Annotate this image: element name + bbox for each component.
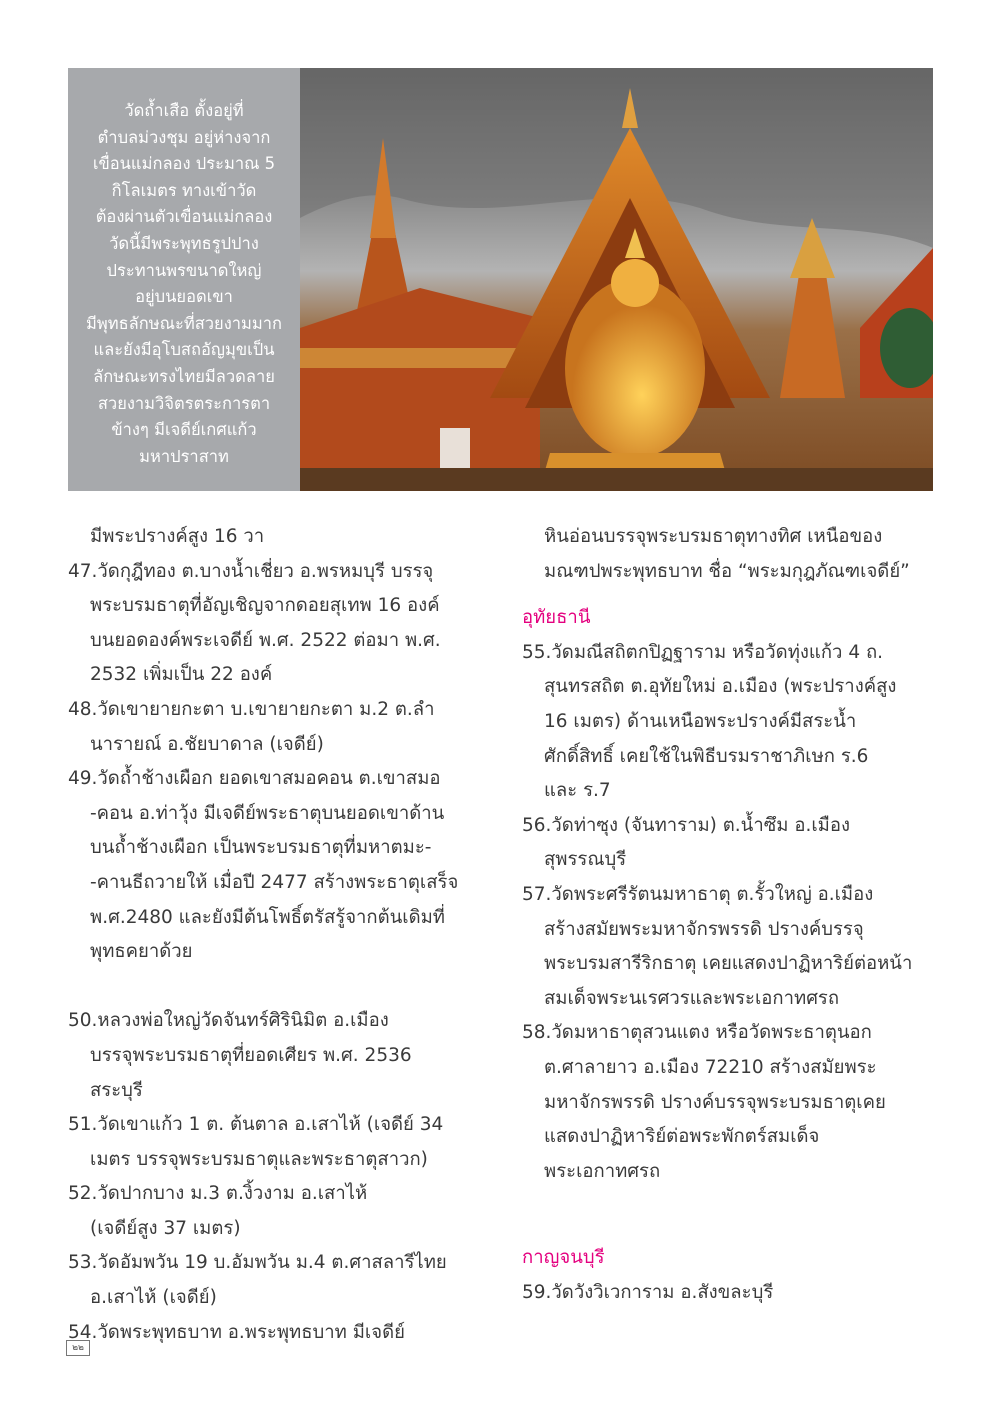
caption-line: ต้องผ่านตัวเขื่อนแม่กลอง: [95, 207, 273, 227]
list-item-line: สุนทรสถิต ต.อุทัยใหม่ อ.เมือง (พระปรางค์สูง: [544, 676, 897, 698]
list-item: [522, 809, 942, 878]
list-item: [68, 555, 478, 693]
list-item-line: ศักดิ์สิทธิ์ เคยใช้ในพิธีบรมราชาภิเษก ร.6: [544, 745, 869, 767]
list-item-first-line: 47.วัดกุฎีทอง ต.บางน้ำเชี่ยว อ.พรหมบุรี บรรจุ: [68, 560, 434, 582]
caption-line: วัดถ้ำเสือ ตั้งอยู่ที่: [124, 101, 244, 120]
list-item-first-line: 49.วัดถ้ำช้างเผือก ยอดเขาสมอคอน ต.เขาสมอ: [68, 768, 441, 790]
list-item: [68, 1177, 478, 1246]
list-item-continuation: มีพระปรางค์สูง 16 วา: [90, 526, 265, 547]
section-gap: [522, 1189, 942, 1229]
province-heading-kanchanaburi: กาญจนบุรี: [522, 1247, 605, 1269]
list-item-continuation: มณฑปพระพุทธบาท ชื่อ “พระมกุฎภัณฑเจดีย์”: [544, 560, 910, 582]
temple-photo: [300, 68, 933, 491]
list-item-line: ต.ศาลายาว อ.เมือง 72210 สร้างสมัยพระ: [544, 1056, 877, 1078]
caption-line: มีพุทธลักษณะที่สวยงามมาก: [85, 313, 283, 333]
list-item-first-line: 58.วัดมหาธาตุสวนแตง หรือวัดพระธาตุนอก: [522, 1022, 872, 1044]
list-item-line: บรรจุพระบรมธาตุที่ยอดเศียร พ.ศ. 2536: [90, 1044, 412, 1066]
list-item-continuation: หินอ่อนบรรจุพระบรมธาตุทางทิศ เหนือของ: [544, 526, 883, 547]
list-item-first-line: 51.วัดเขาแก้ว 1 ต. ต้นตาล อ.เสาไห้ (เจดีย์ 34: [68, 1114, 444, 1136]
list-item-line: 16 เมตร) ด้านเหนือพระปรางค์มีสระน้ำ: [544, 710, 857, 732]
caption-line: กิโลเมตร ทางเข้าวัด: [111, 180, 257, 200]
list-item-line: พุทธคยาด้วย: [90, 941, 193, 963]
temple-illustration: [300, 68, 933, 491]
list-item-line: สร้างสมัยพระมหาจักรพรรดิ ปรางค์บรรจุ: [544, 918, 864, 940]
list-item: [68, 1108, 478, 1177]
list-item-line: นารายณ์ อ.ชัยบาดาล (เจดีย์): [90, 733, 324, 755]
list-item-line: พระเอกาทศรถ: [544, 1160, 661, 1182]
list-item: [68, 1246, 478, 1315]
caption-line: สวยงามวิจิตรตระการตา: [97, 393, 271, 413]
list-item-line: (เจดีย์สูง 37 เมตร): [90, 1217, 241, 1239]
list-item-line: พ.ศ.2480 และยังมีต้นโพธิ์ตรัสรู้จากต้นเดิมที่: [90, 906, 446, 928]
list-item-line: -คานธีถวายให้ เมื่อปี 2477 สร้างพระธาตุเสร็จ: [90, 871, 459, 893]
list-item-line: สระบุรี: [90, 1079, 143, 1101]
caption-line: และยังมีอุโบสถอัญมุขเป็น: [93, 340, 275, 360]
list-item-first-line: 57.วัดพระศรีรัตนมหาธาตุ ต.รั้วใหญ่ อ.เมือง: [522, 883, 874, 905]
list-item-line: สุพรรณบุรี: [544, 849, 627, 871]
caption-line: ประทานพรขนาดใหญ่: [106, 260, 262, 280]
list-item: [522, 878, 942, 1016]
caption-line: วัดนี้มีพระพุทธรูปปาง: [109, 233, 259, 253]
list-item-line: พระบรมสารีริกธาตุ เคยแสดงปาฏิหาริย์ต่อหน้า: [544, 953, 913, 975]
list-item: [68, 1316, 478, 1351]
caption-line: เขื่อนแม่กลอง ประมาณ 5: [92, 154, 276, 174]
left-column: [68, 520, 478, 1350]
list-item-first-line: 48.วัดเขายายกะตา บ.เขายายกะตา ม.2 ต.ลำ: [68, 698, 435, 720]
list-item: [68, 762, 478, 1004]
list-item-first-line: 55.วัดมณีสถิตกปิฏฐาราม หรือวัดทุ่งแก้ว 4 ถ.: [522, 641, 884, 663]
list-item-line: มหาจักรพรรดิ ปรางค์บรรจุพระบรมธาตุเคย: [544, 1091, 886, 1113]
list-item-line: บนยอดองค์พระเจดีย์ พ.ศ. 2522 ต่อมา พ.ศ.: [90, 629, 441, 651]
list-item-line: -คอน อ.ท่าวุ้ง มีเจดีย์พระธาตุบนยอดเขาด้าน: [90, 802, 445, 824]
list-item: [522, 1016, 942, 1189]
list-item-first-line: 50.หลวงพ่อใหญ่วัดจันทร์ศิรินิมิต อ.เมือง: [68, 1010, 389, 1032]
caption-line: ตำบลม่วงชุม อยู่ห่างจาก: [97, 127, 271, 147]
list-item-first-line: 53.วัดอัมพวัน 19 บ.อัมพวัน ม.4 ต.ศาสลารีไทย: [68, 1252, 447, 1274]
caption-line: มหาปราสาท: [139, 446, 229, 466]
right-column: [522, 520, 942, 1310]
list-item: [522, 636, 942, 809]
caption-line: อยู่บนยอดเขา: [135, 287, 233, 307]
list-item: [68, 1004, 478, 1108]
photo-caption-box: [68, 68, 300, 491]
list-item-first-line: 59.วัดวังวิเวการาม อ.สังขละบุรี: [522, 1281, 774, 1303]
list-item-line: [68, 970, 478, 1005]
list-item-line: พระบรมธาตุที่อัญเชิญจากดอยสุเทพ 16 องค์: [90, 595, 440, 617]
list-item-line: แสดงปาฏิหาริย์ต่อพระพักตร์สมเด็จ: [544, 1126, 820, 1148]
list-item-line: และ ร.7: [544, 780, 611, 802]
list-item-first-line: 54.วัดพระพุทธบาท อ.พระพุทธบาท มีเจดีย์: [68, 1321, 405, 1343]
page-number: ๒๒: [66, 1340, 90, 1356]
list-item-line: อ.เสาไห้ (เจดีย์): [90, 1287, 217, 1309]
list-item-line: บนถ้ำช้างเผือก เป็นพระบรมธาตุที่มหาตมะ-: [90, 837, 432, 859]
list-item: [522, 1276, 942, 1311]
list-item-line: สมเด็จพระนเรศวรและพระเอกาทศรถ: [544, 987, 840, 1009]
list-item-first-line: 56.วัดท่าซุง (จันทาราม) ต.น้ำซึม อ.เมือง: [522, 814, 850, 836]
province-heading-uthai-thani: อุทัยธานี: [522, 607, 591, 629]
list-item-first-line: 52.วัดปากบาง ม.3 ต.งิ้วงาม อ.เสาไห้: [68, 1183, 368, 1205]
list-item-line: เมตร บรรจุพระบรมธาตุและพระธาตุสาวก): [90, 1148, 428, 1170]
list-item: [68, 693, 478, 762]
caption-line: ข้างๆ มีเจดีย์เกศแก้ว: [111, 420, 257, 440]
list-item-line: 2532 เพิ่มเป็น 22 องค์: [90, 664, 273, 686]
caption-line: ลักษณะทรงไทยมีลวดลาย: [93, 366, 275, 386]
